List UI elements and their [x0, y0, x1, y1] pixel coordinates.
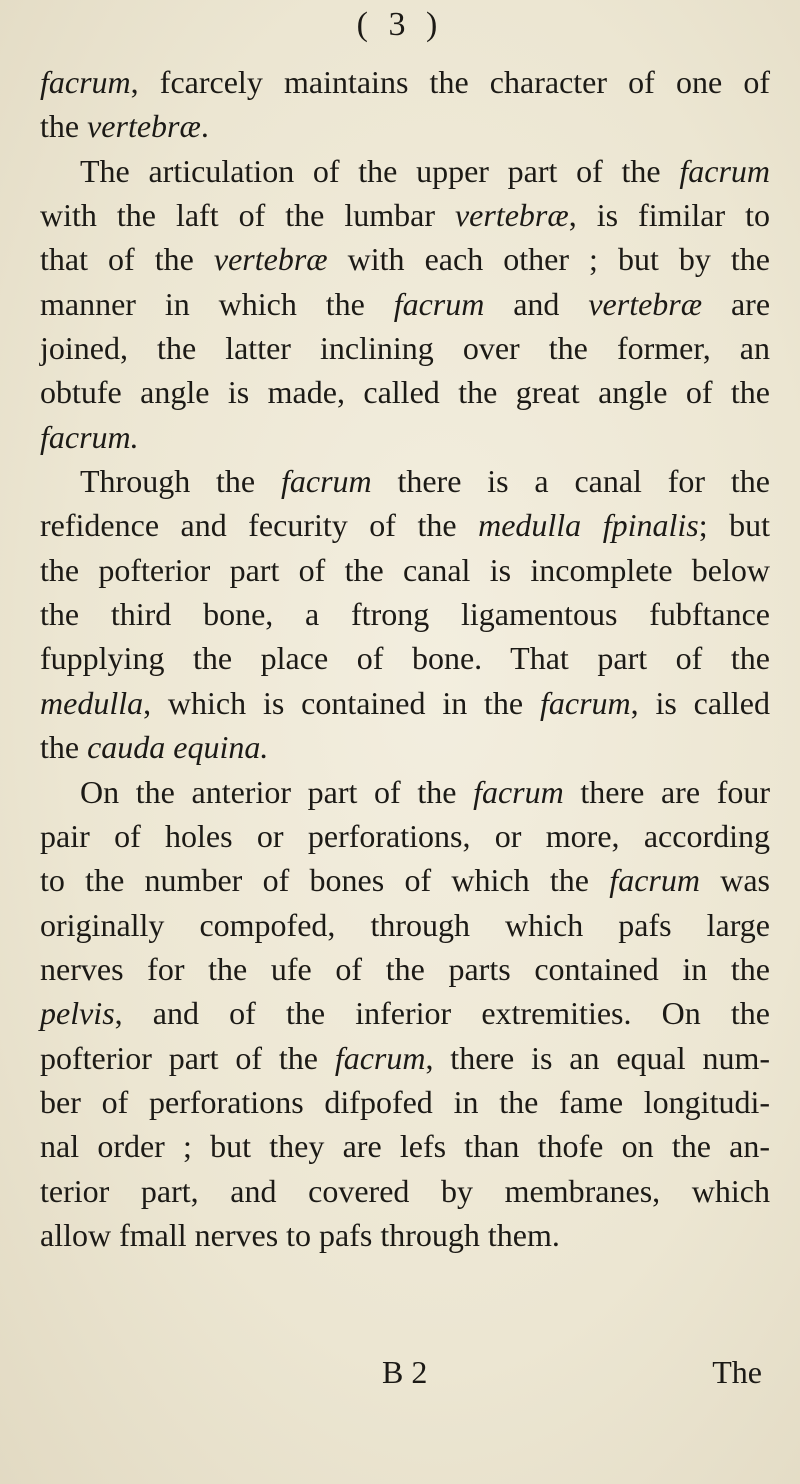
text-line	[40, 415, 770, 459]
italic-term: facrum	[473, 773, 564, 810]
text-run: nal order ; but they are lefs than thofe on the an-	[40, 1128, 770, 1165]
text-run: to the number of bones of which the	[40, 862, 610, 899]
page-number: ( 3 )	[356, 6, 444, 43]
text-line	[40, 237, 770, 281]
text-line	[40, 1036, 770, 1080]
text-line	[40, 326, 770, 370]
text-line	[40, 149, 770, 193]
text-run: originally compofed, through which pafs large	[40, 906, 770, 943]
italic-term: vertebræ	[454, 197, 569, 234]
signature-mark: B 2	[382, 1354, 428, 1390]
text-line	[40, 1169, 770, 1213]
text-line	[40, 1124, 770, 1168]
text-run: that of the	[40, 241, 214, 278]
text-run: manner in which the	[40, 285, 394, 322]
italic-term: medulla fpinalis	[478, 507, 699, 544]
text-line	[40, 770, 770, 814]
text-run: joined, the latter inclining over the former, an	[40, 330, 770, 367]
page-footer	[0, 1350, 800, 1394]
text-run: pair of holes or perforations, or more, according	[40, 817, 770, 854]
italic-term: facrum	[334, 1039, 426, 1076]
italic-term: facrum	[539, 684, 631, 721]
italic-term: vertebræ	[588, 285, 703, 322]
text-run: , fcarcely maintains the character of one of	[130, 64, 770, 100]
italic-term: medulla	[40, 684, 144, 721]
text-run: the	[40, 729, 88, 766]
text-run: Through the	[80, 463, 281, 500]
text-line	[40, 903, 770, 947]
italic-term: facrum	[393, 285, 485, 322]
text-run: and	[484, 285, 589, 322]
text-run: there are four	[563, 773, 771, 810]
italic-term: cauda equina.	[87, 729, 269, 766]
text-line	[40, 548, 770, 592]
text-run: , is fimilar to	[568, 197, 771, 234]
italic-term: facrum	[280, 463, 372, 500]
text-run: , is called	[630, 684, 771, 721]
italic-term: pelvis	[40, 995, 115, 1032]
text-run: with the laft of the lumbar	[40, 197, 455, 234]
text-line	[40, 947, 770, 991]
text-line	[40, 725, 770, 769]
text-run: .	[200, 108, 209, 145]
text-run: ber of perforations difpofed in the fame longitudi-	[40, 1083, 770, 1120]
text-run: On the anterior part of the	[80, 773, 474, 810]
italic-term: facrum.	[40, 418, 139, 455]
text-run: nerves for the ufe of the parts contained in the	[40, 950, 770, 987]
text-line	[40, 636, 770, 680]
text-run: , and of the inferior extremities. On the	[114, 995, 770, 1032]
body-text	[40, 60, 770, 1257]
text-run: the	[40, 108, 88, 145]
text-line	[40, 60, 770, 104]
italic-term: facrum	[609, 862, 700, 899]
text-run: was	[699, 862, 771, 899]
italic-term: vertebræ	[87, 108, 201, 145]
text-run: allow fmall nerves to pafs through them.	[40, 1216, 560, 1253]
text-run: obtufe angle is made, called the great angle of the	[40, 374, 770, 411]
text-run: the pofterior part of the canal is incomplete below	[40, 551, 770, 588]
text-line	[40, 681, 770, 725]
text-line	[40, 459, 770, 503]
text-line	[40, 592, 770, 636]
text-line	[40, 104, 770, 148]
text-run: pofterior part of the	[40, 1039, 335, 1076]
text-line	[40, 814, 770, 858]
text-run: are	[702, 285, 771, 322]
text-line	[40, 1213, 770, 1257]
italic-term: facrum	[679, 152, 770, 189]
text-run: terior part, and covered by membranes, which	[40, 1172, 770, 1209]
catchword: The	[712, 1354, 762, 1390]
text-run: The articulation of the upper part of the	[80, 152, 680, 189]
italic-term: facrum	[40, 64, 131, 100]
text-run: the third bone, a ftrong ligamentous fubftance	[40, 596, 770, 633]
text-line	[40, 858, 770, 902]
text-line	[40, 503, 770, 547]
text-run: refidence and fecurity of the	[40, 507, 479, 544]
text-line	[40, 1080, 770, 1124]
italic-term: vertebræ	[213, 241, 328, 278]
text-run: fupplying the place of bone. That part of the	[40, 640, 770, 677]
text-run: , there is an equal num-	[425, 1039, 771, 1076]
text-line	[40, 370, 770, 414]
text-run: , which is contained in the	[143, 684, 540, 721]
text-line	[40, 282, 770, 326]
text-run: there is a canal for the	[371, 463, 771, 500]
text-run: ; but	[698, 507, 771, 544]
text-line	[40, 991, 770, 1035]
text-line	[40, 193, 770, 237]
text-run: with each other ; but by the	[327, 241, 771, 278]
